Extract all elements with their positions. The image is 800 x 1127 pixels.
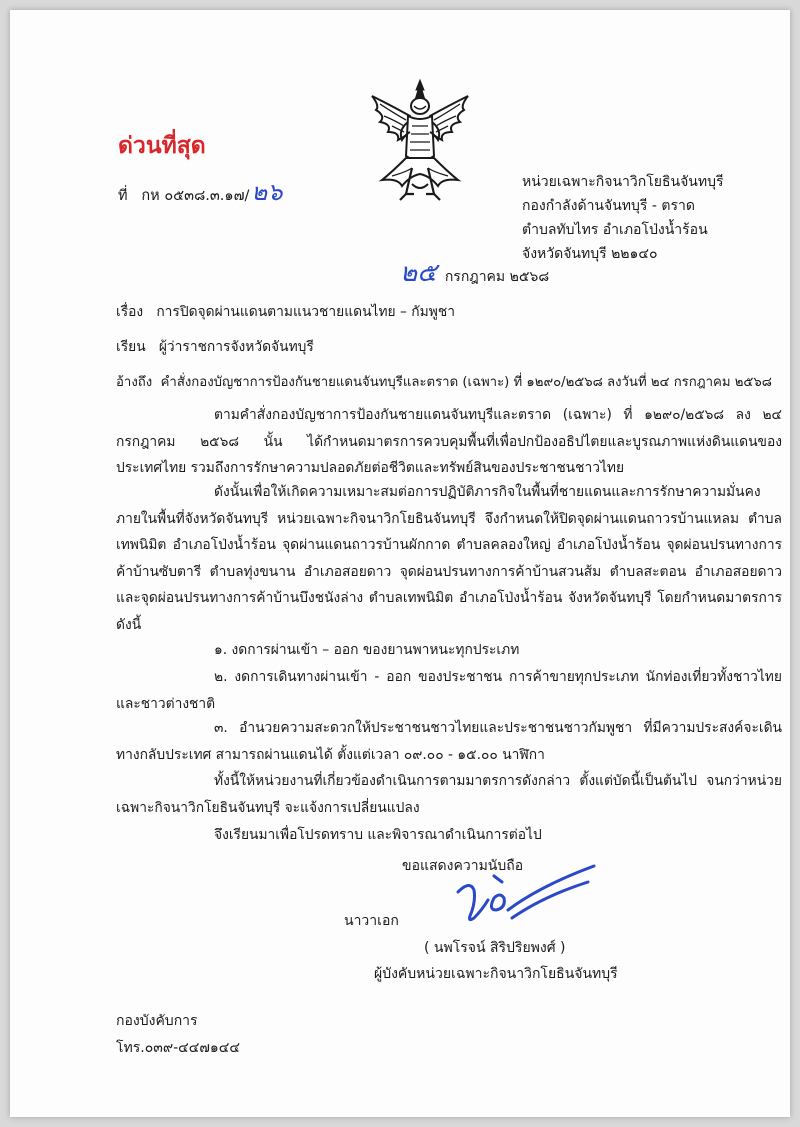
measure-item-2: ๒. งดการเดินทางผ่านเข้า - ออก ของประชาชน การค้าขายทุกประเภท นักท่องเที่ยวทั้งชาวไทยและชาวต่างชาติ bbox=[116, 669, 782, 712]
reference-label: อ้างถึง bbox=[116, 375, 153, 390]
regards-text: ขอแสดงความนับถือ bbox=[402, 858, 524, 874]
urgency-stamp: ด่วนที่สุด bbox=[118, 133, 206, 159]
measure-item-3: ๓. อำนวยความสะดวกให้ประชาชนชาวไทยและประชาชนชาวกัมพูชา ที่มีความประสงค์จะเดินทางกลับประเทศ สามารถผ่านแดนได้ ตั้งแต่เวลา ๐๙.๐๐ - ๑๕.๐๐ นาฬิกา bbox=[116, 720, 782, 763]
reference-text: คำสั่งกองบัญชาการป้องกันชายแดนจันทบุรีและตราด (เฉพาะ) ที่ ๑๒๙๐/๒๕๖๘ ลงวันที่ ๒๔ กรกฎาคม ๒๕๖๘ bbox=[160, 375, 772, 390]
recipient-line bbox=[116, 336, 314, 358]
date-day-handwritten: ๒๕ bbox=[400, 258, 437, 288]
sender-address bbox=[522, 170, 724, 266]
ref-prefix: ที่ bbox=[118, 188, 128, 204]
reference-line bbox=[116, 371, 772, 392]
garuda-emblem-icon bbox=[362, 76, 478, 206]
ref-number: กห ๐๕๓๘.๓.๑๗/ bbox=[141, 188, 250, 204]
sender-line-unit: หน่วยเฉพาะกิจนาวิกโยธินจันทบุรี bbox=[522, 174, 724, 190]
letter-date bbox=[400, 252, 549, 293]
signer-rank: นาวาเอก bbox=[344, 913, 399, 929]
subject-text: การปิดจุดผ่านแดนตามแนวชายแดนไทย – กัมพูชา bbox=[156, 304, 455, 320]
ref-handwritten-number: ๒๖ bbox=[251, 178, 283, 206]
handwritten-signature-icon bbox=[448, 862, 598, 928]
subject-label: เรื่อง bbox=[116, 304, 144, 320]
signer-name: ( นพโรจน์ สิริปริยพงศ์ ) bbox=[424, 940, 566, 956]
date-month-year: กรกฎาคม ๒๕๖๘ bbox=[444, 269, 550, 285]
sender-line-command: กองกำลังด้านจันทบุรี - ตราด bbox=[522, 198, 695, 214]
signer-position: ผู้บังคับหน่วยเฉพาะกิจนาวิกโยธินจันทบุรี bbox=[374, 966, 618, 982]
document-page bbox=[10, 10, 790, 1117]
recipient-label: เรียน bbox=[116, 339, 146, 355]
body-paragraph-3: ทั้งนี้ให้หน่วยงานที่เกี่ยวข้องดำเนินการตามมาตรการดังกล่าว ตั้งแต่บัดนี้เป็นต้นไป จนกว่าหน่วยเฉพาะกิจนาวิกโยธินจันทบุรี จะแจ้งการเปลี่ยนแปลง bbox=[116, 773, 782, 816]
sender-line-district: ตำบลทับไทร อำเภอโป่งน้ำร้อน bbox=[522, 222, 708, 238]
reference-number bbox=[118, 172, 282, 211]
footer-phone: โทร.๐๓๙-๔๔๗๑๔๔ bbox=[116, 1040, 240, 1056]
footer-office: กองบังคับการ bbox=[116, 1013, 198, 1029]
measure-item-1: ๑. งดการผ่านเข้า – ออก ของยานพาหนะทุกประเภท bbox=[214, 642, 520, 658]
sender-line-province: จังหวัดจันทบุรี ๒๒๑๔๐ bbox=[522, 246, 658, 262]
recipient-text: ผู้ว่าราชการจังหวัดจันทบุรี bbox=[158, 339, 314, 355]
closing-line: จึงเรียนมาเพื่อโปรดทราบ และพิจารณาดำเนินการต่อไป bbox=[214, 827, 542, 843]
subject-line bbox=[116, 301, 455, 323]
body-paragraph-1: ตามคำสั่งกองบัญชาการป้องกันชายแดนจันทบุรีและตราด (เฉพาะ) ที่ ๑๒๙๐/๒๕๖๘ ลง ๒๔ กรกฎาคม ๒๕๖๘ นั้น ได้กำหนดมาตรการควบคุมพื้นที่เพื่อปกป้องอธิปไตยและบูรณภาพแห่งดินแดนของประเทศไทย รวมถึงการรักษาความปลอดภัยต่อชีวิตและทรัพย์สินของประชาชนชาวไทย bbox=[116, 407, 782, 476]
body-paragraph-2: ดังนั้นเพื่อให้เกิดความเหมาะสมต่อการปฏิบัติภารกิจในพื้นที่ชายแดนและการรักษาความมั่นคงภายในพื้นที่จังหวัดจันทบุรี หน่วยเฉพาะกิจนาวิกโยธินจันทบุรี จึงกำหนดให้ปิดจุดผ่านแดนถาวรบ้านแหลม ตำบลเทพนิมิต อำเภอโป่งน้ำร้อน จุดผ่านแดนถาวรบ้านผักกาด ตำบลคลองใหญ่ อำเภอโป่งน้ำร้อน จุดผ่อนปรนทางการค้าบ้านซับตารี ตำบลทุ่งขนาน อำเภอสอยดาว จุดผ่อนปรนทางการค้าบ้านสวนส้ม ตำบลสะตอน อำเภอสอยดาว และจุดผ่อนปรนทางการค้าบ้านบึงชนังล่าง ตำบลเทพนิมิต อำเภอโป่งน้ำร้อน จังหวัดจันทบุรี โดยกำหนดมาตรการ ดังนี้ bbox=[116, 484, 782, 633]
